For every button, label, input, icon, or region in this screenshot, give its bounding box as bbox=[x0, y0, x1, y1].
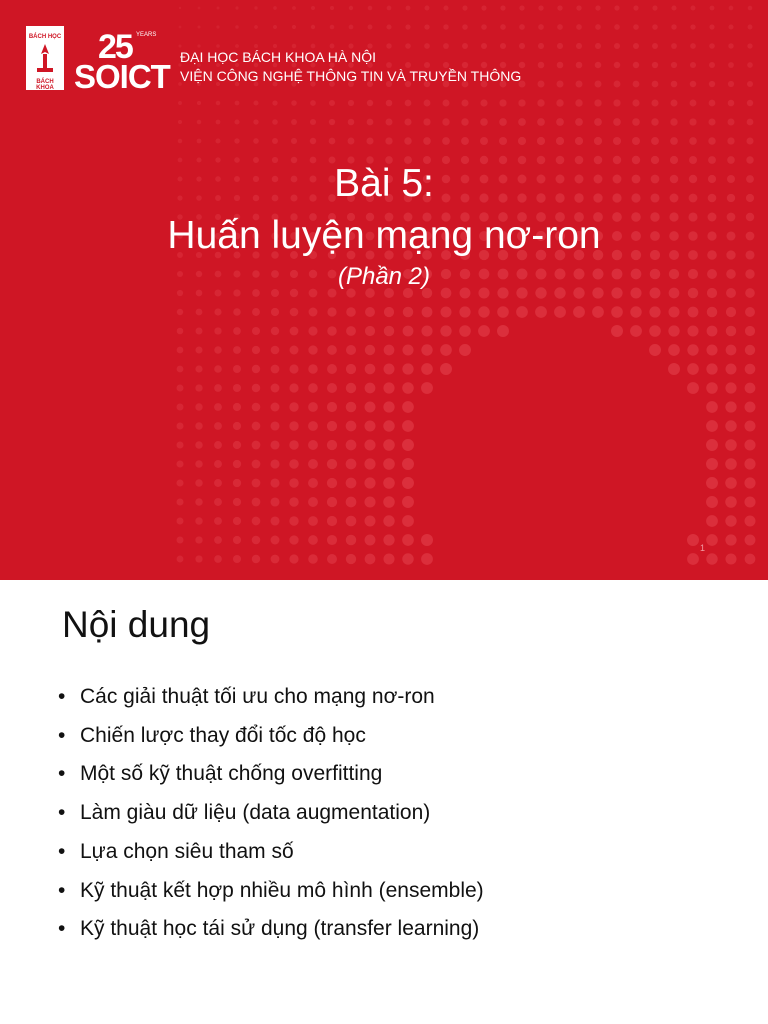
list-item bbox=[58, 872, 484, 911]
list-item-text: Các giải thuật tối ưu cho mạng nơ-ron bbox=[80, 685, 435, 708]
slide-title bbox=[0, 158, 768, 262]
bullet-icon: • bbox=[58, 917, 66, 941]
bullet-icon: • bbox=[58, 801, 66, 825]
bullet-icon: • bbox=[58, 723, 66, 747]
bullet-icon: • bbox=[58, 878, 66, 902]
crest-bottom-text: BÁCH KHOA bbox=[36, 79, 54, 91]
list-item-text: Làm giàu dữ liệu (data augmentation) bbox=[80, 801, 431, 825]
bullet-icon: • bbox=[58, 839, 66, 863]
list-item bbox=[58, 678, 484, 717]
list-item-text: Chiến lược thay đổi tốc độ học bbox=[80, 723, 366, 747]
crest-top-text: BÁCH HỌC bbox=[28, 34, 62, 40]
slide-subtitle: (Phần 2) bbox=[337, 263, 431, 290]
contents-heading: Nội dung bbox=[62, 604, 211, 645]
list-item bbox=[58, 717, 484, 756]
institution-line-2: VIỆN CÔNG NGHỆ THÔNG TIN VÀ TRUYỀN THÔNG bbox=[180, 68, 522, 84]
institution-name bbox=[180, 48, 521, 86]
university-crest-icon bbox=[26, 26, 64, 90]
contents-list bbox=[58, 678, 484, 949]
logo-number: 25 bbox=[98, 28, 132, 66]
list-item bbox=[58, 910, 484, 949]
bullet-icon: • bbox=[58, 685, 66, 708]
logo-soict-text: SOICT bbox=[74, 58, 170, 95]
list-item-text: Lựa chọn siêu tham số bbox=[80, 839, 294, 863]
list-item bbox=[58, 833, 484, 872]
list-item bbox=[58, 794, 484, 833]
institution-line-1: ĐẠI HỌC BÁCH KHOA HÀ NỘI bbox=[180, 49, 377, 65]
list-item-text: Kỹ thuật kết hợp nhiều mô hình (ensemble) bbox=[80, 878, 484, 902]
list-item-text: Kỹ thuật học tái sử dụng (transfer learning) bbox=[80, 917, 480, 941]
logo-year-text: YEARS bbox=[136, 32, 157, 38]
slide-title-line-2: Huấn luyện mạng nơ-ron bbox=[167, 214, 601, 257]
list-item bbox=[58, 755, 484, 794]
slide-title-line-1: Bài 5: bbox=[334, 162, 434, 205]
torch-icon bbox=[34, 44, 56, 74]
bullet-icon: • bbox=[58, 762, 66, 786]
contents-slide bbox=[0, 580, 768, 1024]
page-number: 1 bbox=[700, 543, 706, 553]
list-item-text: Một số kỹ thuật chống overfitting bbox=[80, 762, 383, 786]
soict-logo bbox=[26, 26, 178, 95]
